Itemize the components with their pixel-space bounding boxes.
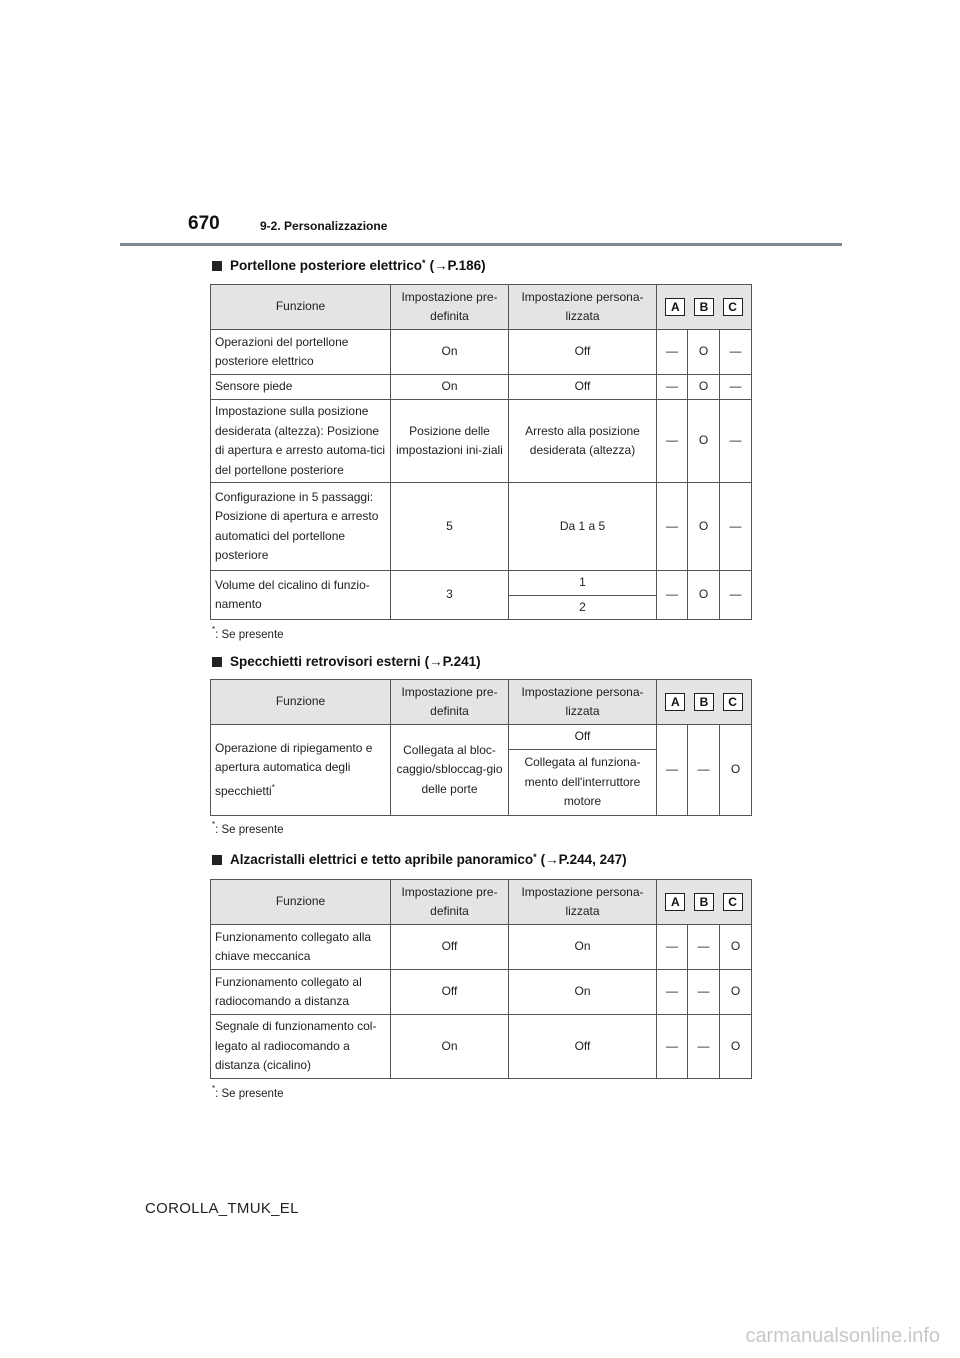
label-c-box: C (723, 693, 743, 711)
cell-b: O (688, 330, 720, 375)
cell-b: — (688, 925, 720, 970)
cell-personalizzata-option: 2 (509, 595, 657, 620)
cell-c: O (720, 1015, 752, 1079)
section-heading-text: Portellone posteriore elettrico (230, 258, 423, 273)
cell-a: — (657, 970, 688, 1015)
section-heading-mirrors (212, 654, 481, 669)
cell-predefinita: Posizione delle impostazioni ini-ziali (391, 400, 509, 483)
table-row (211, 375, 752, 400)
cell-personalizzata-option: Off (509, 725, 657, 750)
header-predefinita: Impostazione pre-definita (391, 285, 509, 330)
cell-predefinita: On (391, 375, 509, 400)
cell-funzione (211, 725, 391, 816)
asterisk-mark: * (212, 625, 216, 634)
cell-c: — (720, 483, 752, 571)
cell-predefinita: On (391, 330, 509, 375)
table-row (211, 330, 752, 375)
label-b-box: B (694, 693, 714, 711)
label-b-box: B (694, 298, 714, 316)
footnote-text: : Se presente (215, 628, 284, 641)
square-bullet-icon (212, 855, 222, 865)
cell-personalizzata: Off (509, 375, 657, 400)
label-a-box: A (665, 893, 685, 911)
header-predefinita: Impostazione pre-definita (391, 880, 509, 925)
section-heading-tailgate (212, 258, 486, 273)
tailgate-table (210, 284, 752, 620)
label-c-box: C (723, 893, 743, 911)
cell-b: O (688, 375, 720, 400)
asterisk-mark: * (271, 782, 275, 792)
cell-predefinita: 3 (391, 571, 509, 620)
header-abc (657, 880, 752, 925)
cell-c: — (720, 571, 752, 620)
cell-predefinita: 5 (391, 483, 509, 571)
asterisk-mark: * (422, 257, 426, 268)
table-row (211, 725, 752, 750)
asterisk-mark: * (212, 820, 216, 829)
cell-c: — (720, 400, 752, 483)
cell-a: — (657, 725, 688, 816)
asterisk-mark: * (212, 1084, 216, 1093)
cell-a: — (657, 330, 688, 375)
page-reference: (→P.186) (429, 258, 486, 273)
header-abc (657, 680, 752, 725)
header-personalizzata: Impostazione persona-lizzata (509, 680, 657, 725)
cell-b: O (688, 571, 720, 620)
cell-personalizzata: Off (509, 1015, 657, 1079)
footnote (212, 1085, 284, 1100)
cell-c: O (720, 925, 752, 970)
windows-table (210, 879, 752, 1079)
cell-a: — (657, 400, 688, 483)
header-funzione: Funzione (211, 680, 391, 725)
cell-personalizzata: Arresto alla posizione desiderata (altezza) (509, 400, 657, 483)
cell-b: — (688, 725, 720, 816)
cell-a: — (657, 1015, 688, 1079)
table-row (211, 400, 752, 483)
cell-funzione: Configurazione in 5 passaggi: Posizione di apertura e arresto automatici del portellone posteriore (211, 483, 391, 571)
section-heading-windows (212, 852, 627, 867)
cell-personalizzata-option: 1 (509, 571, 657, 596)
square-bullet-icon (212, 261, 222, 271)
cell-b: O (688, 400, 720, 483)
asterisk-mark: * (533, 851, 537, 862)
header-personalizzata: Impostazione persona-lizzata (509, 285, 657, 330)
cell-a: — (657, 571, 688, 620)
cell-funzione: Operazioni del portellone posteriore elettrico (211, 330, 391, 375)
cell-personalizzata: On (509, 970, 657, 1015)
cell-c: O (720, 725, 752, 816)
cell-funzione: Impostazione sulla posizione desiderata (altezza): Posizione di apertura e arresto automa-tici del portellone posteriore (211, 400, 391, 483)
cell-funzione: Funzionamento collegato alla chiave meccanica (211, 925, 391, 970)
table-row (211, 483, 752, 571)
footnote (212, 626, 284, 641)
cell-b: — (688, 1015, 720, 1079)
footer-document-code: COROLLA_TMUK_EL (145, 1200, 299, 1217)
cell-c: O (720, 970, 752, 1015)
header-abc (657, 285, 752, 330)
page-number: 670 (188, 213, 220, 234)
header-predefinita: Impostazione pre-definita (391, 680, 509, 725)
section-heading-text: Alzacristalli elettrici e tetto apribile panoramico (230, 852, 534, 867)
cell-funzione: Sensore piede (211, 375, 391, 400)
cell-personalizzata-option: Collegata al funziona-mento dell'interruttore motore (509, 750, 657, 816)
label-a-box: A (665, 298, 685, 316)
cell-c: — (720, 330, 752, 375)
header-funzione: Funzione (211, 880, 391, 925)
cell-c: — (720, 375, 752, 400)
cell-personalizzata: Da 1 a 5 (509, 483, 657, 571)
cell-predefinita: On (391, 1015, 509, 1079)
square-bullet-icon (212, 657, 222, 667)
page-reference: (→P.241) (424, 654, 481, 669)
table-row (211, 1015, 752, 1079)
cell-predefinita: Off (391, 925, 509, 970)
watermark-text: carmanualsonline.info (745, 1325, 940, 1347)
cell-predefinita: Collegata al bloc-caggio/sbloccag-gio delle porte (391, 725, 509, 816)
page-reference: (→P.244, 247) (540, 852, 627, 867)
cell-a: — (657, 483, 688, 571)
table-row (211, 925, 752, 970)
cell-personalizzata: On (509, 925, 657, 970)
label-c-box: C (723, 298, 743, 316)
table-header-row (211, 285, 752, 330)
table-row (211, 571, 752, 596)
header-personalizzata: Impostazione persona-lizzata (509, 880, 657, 925)
cell-a: — (657, 925, 688, 970)
cell-funzione-text: Operazione di ripiegamento e apertura automatica degli specchietti (215, 740, 373, 798)
section-title: 9-2. Personalizzazione (260, 219, 388, 233)
cell-predefinita: Off (391, 970, 509, 1015)
footnote-text: : Se presente (215, 823, 284, 836)
label-b-box: B (694, 893, 714, 911)
label-a-box: A (665, 693, 685, 711)
table-header-row (211, 680, 752, 725)
cell-funzione: Volume del cicalino di funzio-namento (211, 571, 391, 620)
cell-b: O (688, 483, 720, 571)
cell-b: — (688, 970, 720, 1015)
cell-funzione: Funzionamento collegato al radiocomando a distanza (211, 970, 391, 1015)
header-rule (120, 243, 842, 246)
section-heading-text: Specchietti retrovisori esterni (230, 654, 421, 669)
header-funzione: Funzione (211, 285, 391, 330)
cell-a: — (657, 375, 688, 400)
cell-personalizzata: Off (509, 330, 657, 375)
table-row (211, 970, 752, 1015)
footnote-text: : Se presente (215, 1087, 284, 1100)
mirrors-table (210, 679, 752, 816)
cell-funzione: Segnale di funzionamento col-legato al radiocomando a distanza (cicalino) (211, 1015, 391, 1079)
table-header-row (211, 880, 752, 925)
footnote (212, 821, 284, 836)
